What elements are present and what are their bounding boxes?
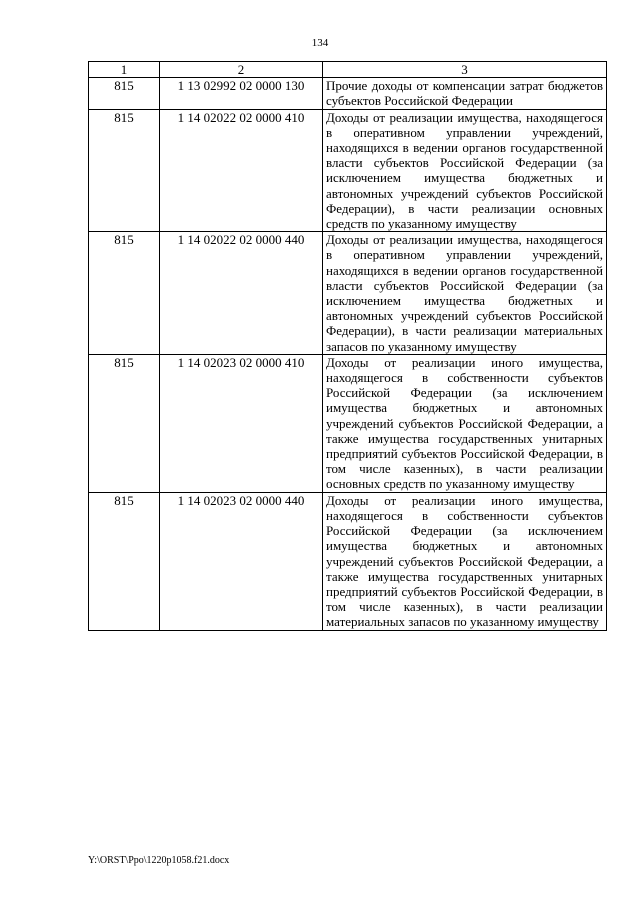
revenue-code-cell: 1 14 02023 02 0000 440 — [160, 492, 323, 630]
table-header-row — [89, 62, 607, 78]
column-header-3: 3 — [323, 62, 607, 78]
column-header-2: 2 — [160, 62, 323, 78]
admin-code-cell: 815 — [89, 232, 160, 355]
page-number: 134 — [311, 37, 329, 49]
revenue-code-cell: 1 14 02022 02 0000 410 — [160, 109, 323, 232]
revenue-name-cell: Доходы от реализации иного имущества, находящегося в собственности субъектов Российской Федерации (за исключением имущества бюджетных и автономных учреждений субъектов Российской Федерации, а также имущества государственных унитарных предприятий субъектов Российской Федерации, в том числе казенных), в части реализации основных средств по указанному имуществу — [323, 354, 607, 492]
admin-code-cell: 815 — [89, 78, 160, 109]
admin-code-cell: 815 — [89, 354, 160, 492]
revenue-name-cell: Доходы от реализации имущества, находящегося в оперативном управлении учреждений, находящихся в ведении органов государственной власти субъектов Российской Федерации (за исключением имущества бюджетных и автономных учреждений субъектов Российской Федерации), в части реализации материальных запасов по указанному имуществу — [323, 232, 607, 355]
table-row — [89, 78, 607, 109]
admin-code-cell: 815 — [89, 492, 160, 630]
revenue-code-cell: 1 13 02992 02 0000 130 — [160, 78, 323, 109]
document-file-path: Y:\ORST\Ppo\1220p1058.f21.docx — [88, 855, 230, 866]
revenue-name-cell: Доходы от реализации имущества, находящегося в оперативном управлении учреждений, находящихся в ведении органов государственной власти субъектов Российской Федерации (за исключением имущества бюджетных и автономных учреждений субъектов Российской Федерации), в части реализации основных средств по указанному имуществу — [323, 109, 607, 232]
column-header-1: 1 — [89, 62, 160, 78]
revenue-codes-table — [88, 61, 607, 631]
admin-code-cell: 815 — [89, 109, 160, 232]
table-row — [89, 492, 607, 630]
revenue-code-cell: 1 14 02023 02 0000 410 — [160, 354, 323, 492]
table-row — [89, 232, 607, 355]
table-row — [89, 109, 607, 232]
revenue-code-cell: 1 14 02022 02 0000 440 — [160, 232, 323, 355]
revenue-name-cell: Доходы от реализации иного имущества, находящегося в собственности субъектов Российской Федерации (за исключением имущества бюджетных и автономных учреждений субъектов Российской Федерации, а также имущества государственных унитарных предприятий субъектов Российской Федерации, в том числе казенных), в части реализации материальных запасов по указанному имуществу — [323, 492, 607, 630]
table-row — [89, 354, 607, 492]
revenue-name-cell: Прочие доходы от компенсации затрат бюджетов субъектов Российской Федерации — [323, 78, 607, 109]
